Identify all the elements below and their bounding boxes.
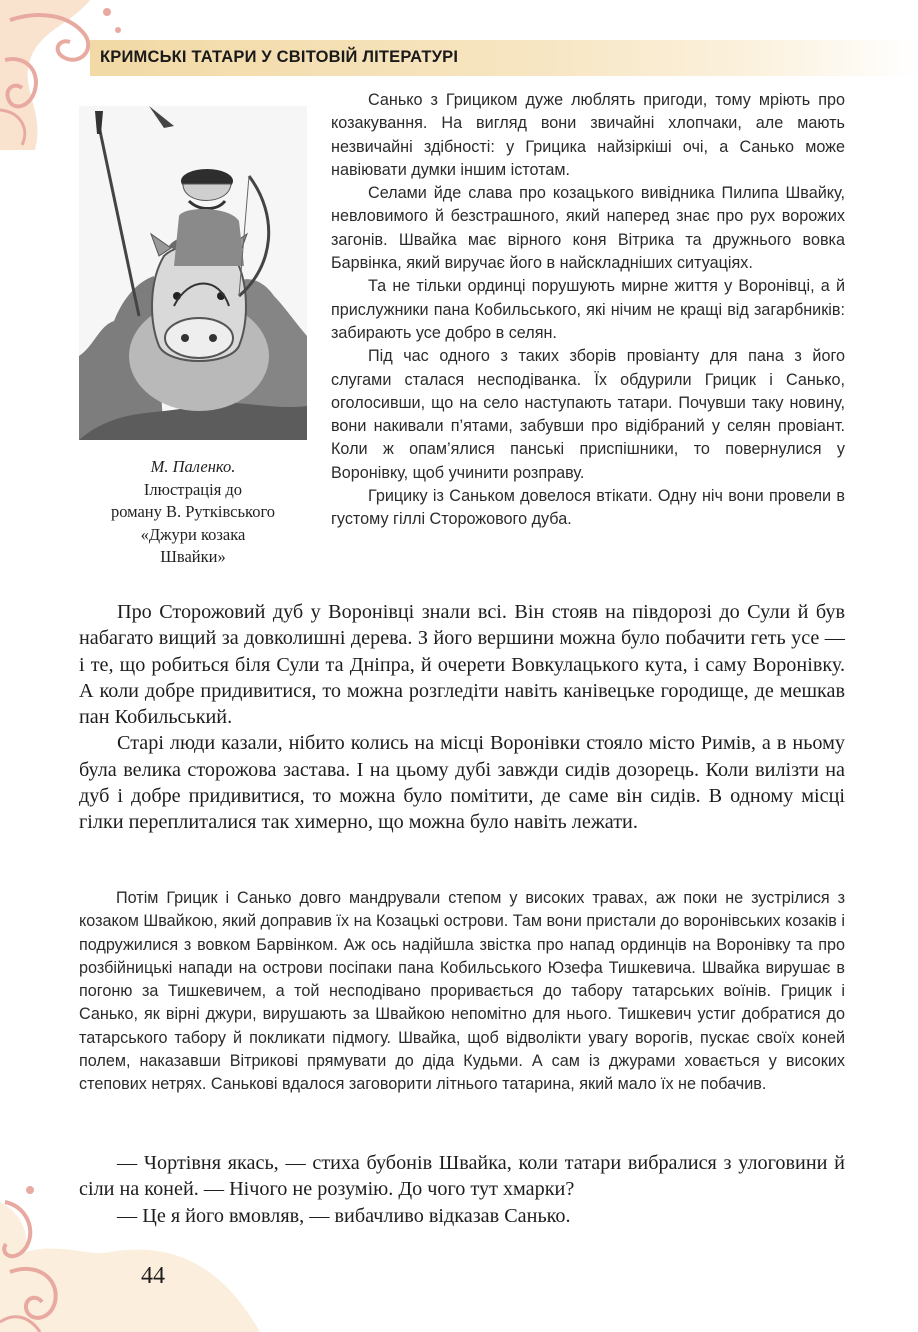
cossack-on-horse-illustration (79, 106, 307, 440)
illustration (79, 106, 307, 440)
dialogue-paragraph: — Це я його вмовляв, — вибачливо відказав Санько. (117, 1204, 571, 1227)
right-column-summary (331, 89, 845, 532)
ornament-bottom-left (0, 1182, 260, 1332)
summary-paragraph: Селами йде слава про козацького вивідника Пилипа Швайку, невловимого й безстрашного, який наперед знає про рух ворожих загонів. Швайка має вірного коня Вітрика та дружнього вовка Барвінка, який виручає його в найскладніших ситуаціях. (331, 184, 845, 273)
page-header-title: КРИМСЬКІ ТАТАРИ У СВІТОВІЙ ЛІТЕРАТУРІ (100, 48, 459, 66)
dialogue-paragraph: — Чортівня якась, — стиха бубонів Швайка, коли татари вибралися з улоговини й сіли на коней. — Нічого не розумію. До чого тут хмарки? (79, 1152, 845, 1201)
summary-paragraph: Грицику із Саньком довелося втікати. Одну ніч вони провели в густому гіллі Сторожового дуба. (331, 487, 845, 529)
plot-summary-paragraph: Потім Грицик і Санько довго мандрували степом у високих травах, аж поки не зустрілися з козаком Швайкою, який доправив їх на Козацькі острови. Там вони пристали до воронівських козаків і подружилися з вовком Барвінком. Аж ось надійшла звістка про напад ординців на Воронівку та про розбійницькі напади на острови посіпаки пана Кобильського Юзефа Тишкевича. Швайка вирушає в погоню за Тишкевичем, а той несподівано проривається до табору татарських воїнів. Грицик і Санько, як вірні джури, вирушають за Швайкою непомітно для нього. Тишкевич устиг добратися до татарського табору й покликати підмогу. Швайка, щоб відволікти увагу ворогів, пускає своїх коней полем, наказавши Вітрикові прямувати до діда Кудьми. А сам із джурами ховається у високих степових нетрях. Санькові вдалося заговорити літнього татарина, який мало їх не побачив. (79, 889, 845, 1094)
caption-line: роману В. Рутківського (110, 502, 276, 521)
summary-paragraph: Під час одного з таких зборів провіанту для пана з його слугами сталася несподіванка. Їх обдурили Грицик і Санько, оголосивши, що на село наступають татари. Почувши таку новину, вони накивали п’ятами, забувши про відібраний у селян провіант. Коли ж опам’ялися панські приспішники, то повернулися у Воронівку, щоб учинити розправу. (331, 347, 845, 482)
summary-paragraph: Санько з Грициком дуже люблять пригоди, тому мріють про козакування. На вигляд вони звичайні хлопчаки, але мають незвичайні здібності: у Грицика найзіркіші очі, а Санько може навіювати думки іншим істотам. (331, 91, 845, 179)
excerpt-paragraph: Старі люди казали, нібито колись на місці Воронівки стояло місто Римів, а в ньому була велика сторожова застава. І на цьому дубі завжди сидів дозорець. Коли вилізти на дуб і добре придивитися, то можна було помітити, де саме він сидів. В одному місці гілки переплиталися так химерно, що можна було навіть лежати. (79, 732, 845, 834)
plot-summary (79, 887, 845, 1097)
caption-line: Швайки» (160, 547, 226, 566)
caption-author: М. Паленко. (150, 457, 236, 476)
caption-line: Ілюстрація до (143, 479, 243, 499)
illustration-caption (79, 456, 307, 569)
excerpt-paragraph: Про Сторожовий дуб у Воронівці знали всі. Він стояв на півдорозі до Сули й був набагато вищий за довколишні дерева. З його вершини можна було побачити геть усе — і те, що робиться біля Сули та Дніпра, й очерети Вовкулацького кута, і саму Воронівку. А коли добре придивитися, то можна розгледіти навіть канівецьке городище, де мешкав пан Кобильський. (79, 601, 845, 729)
page-number: 44 (141, 1263, 165, 1289)
novel-excerpt-1 (79, 599, 845, 836)
caption-line: «Джури козака (140, 524, 246, 544)
summary-paragraph: Та не тільки ординці порушують мирне життя у Воронівці, а й прислужники пана Кобильського, які нічим не кращі від загарбників: забирають усе добро в селян. (331, 277, 845, 342)
